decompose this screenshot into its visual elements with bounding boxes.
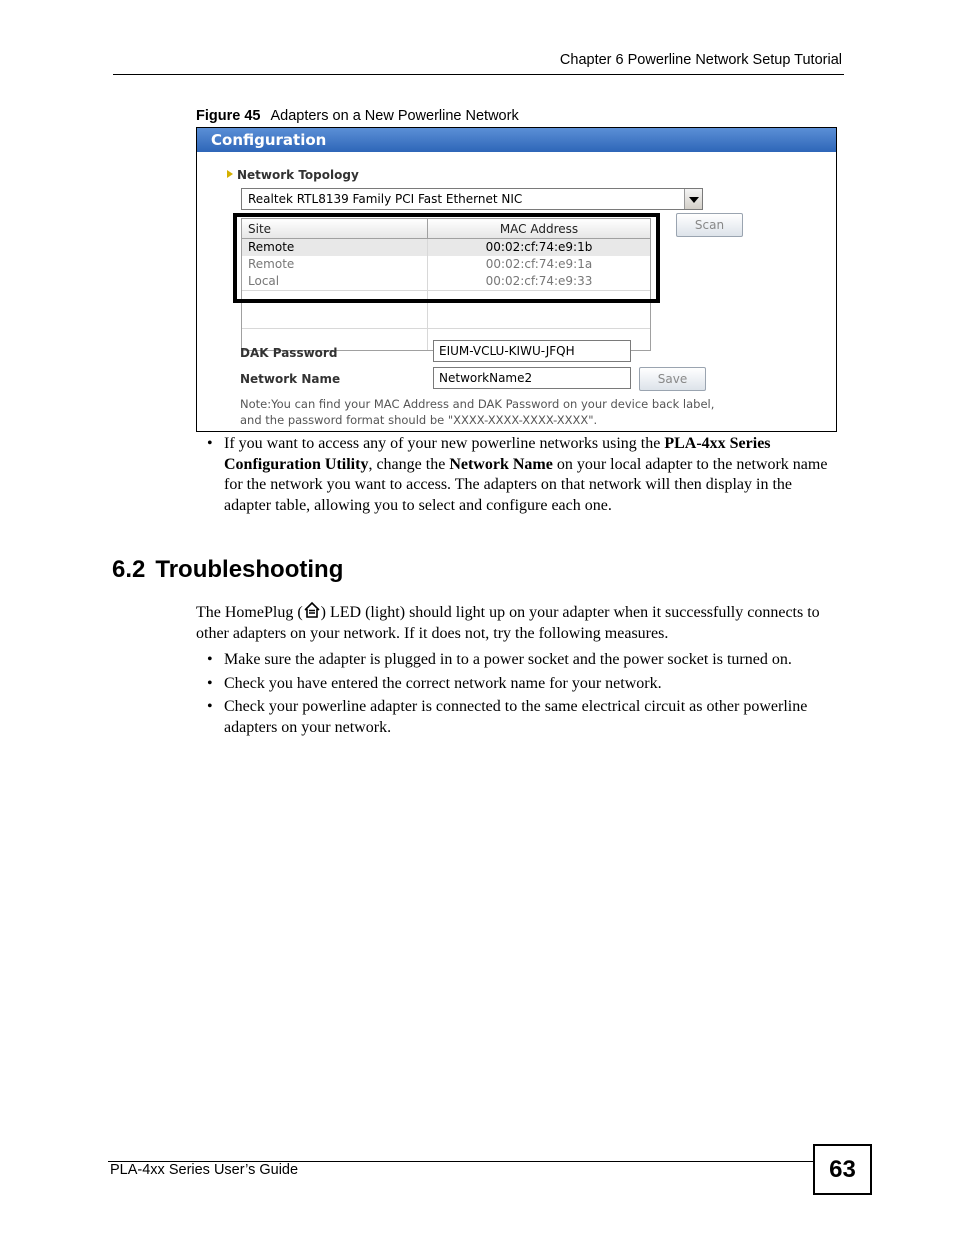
site-cell: Local (242, 273, 428, 290)
network-name-term: Network Name (449, 455, 553, 473)
troubleshooting-intro: The HomePlug ( ) LED (light) should light up on your adapter when it successfully connects to other adapters on your network. If it does not, try the following measures. (196, 601, 836, 644)
homeplug-led-icon (303, 601, 321, 619)
save-button[interactable]: Save (639, 367, 706, 391)
list-item: • If you want to access any of your new powerline networks using the PLA-4xx Series Configuration Utility, change the Network Name on your local adapter to the network name for the network you want to access. The adapters on that network will then display in the adapter table, allowing you to select and configure each one. (207, 434, 837, 516)
network-name-field[interactable]: NetworkName2 (433, 367, 631, 389)
section-heading (112, 556, 353, 584)
network-topology-heading (227, 168, 359, 182)
site-cell: Remote (242, 239, 428, 256)
figure-caption (196, 108, 519, 124)
note-line: Note:You can find your MAC Address and DAK Password on your device back label, (240, 397, 715, 411)
site-cell: Remote (242, 256, 428, 273)
list-item: • Make sure the adapter is plugged in to a power socket and the power socket is turned on. (207, 650, 837, 671)
window-title: Configuration (197, 128, 836, 152)
running-title: Chapter 6 Powerline Network Setup Tutorial (559, 52, 842, 68)
adapter-select[interactable] (241, 188, 703, 210)
configuration-screenshot (196, 127, 837, 432)
list-item: • Check you have entered the correct network name for your network. (207, 674, 837, 695)
figure-label: Figure 45 (196, 108, 261, 124)
column-header-mac[interactable]: MAC Address (499, 222, 579, 236)
note-line: and the password format should be "XXXX-XXXX-XXXX-XXXX". (240, 413, 598, 427)
password-note (240, 396, 800, 428)
dak-password-field[interactable]: EIUM-VCLU-KIWU-JFQH (433, 340, 631, 362)
network-access-bullet (207, 434, 837, 516)
mac-cell: 00:02:cf:74:e9:33 (485, 274, 593, 288)
section-title: Troubleshooting (155, 556, 344, 583)
column-header-site[interactable]: Site (242, 219, 428, 238)
utility-name: PLA-4xx Series Configuration Utility (224, 435, 771, 473)
highlight-box (233, 213, 660, 303)
page-number: 63 (813, 1144, 872, 1195)
arrow-bullet-icon (227, 170, 233, 178)
dak-password-label: DAK Password (240, 346, 338, 360)
running-header (113, 50, 844, 75)
adapter-select-value: Realtek RTL8139 Family PCI Fast Ethernet NIC (248, 192, 523, 206)
troubleshooting-measures (207, 650, 837, 741)
list-item: • Check your powerline adapter is connected to the same electrical circuit as other powerline adapters on your network. (207, 697, 837, 738)
figure-caption-text: Adapters on a New Powerline Network (270, 108, 519, 124)
network-name-label: Network Name (240, 372, 341, 386)
network-topology-label: Network Topology (237, 168, 359, 182)
mac-cell: 00:02:cf:74:e9:1b (485, 240, 593, 254)
scan-button[interactable]: Scan (676, 213, 743, 237)
section-number: 6.2 (112, 556, 146, 583)
guide-title: PLA-4xx Series User’s Guide (110, 1162, 299, 1178)
mac-cell: 00:02:cf:74:e9:1a (485, 257, 593, 271)
dropdown-arrow-icon[interactable] (684, 189, 702, 209)
configuration-panel (197, 152, 836, 432)
